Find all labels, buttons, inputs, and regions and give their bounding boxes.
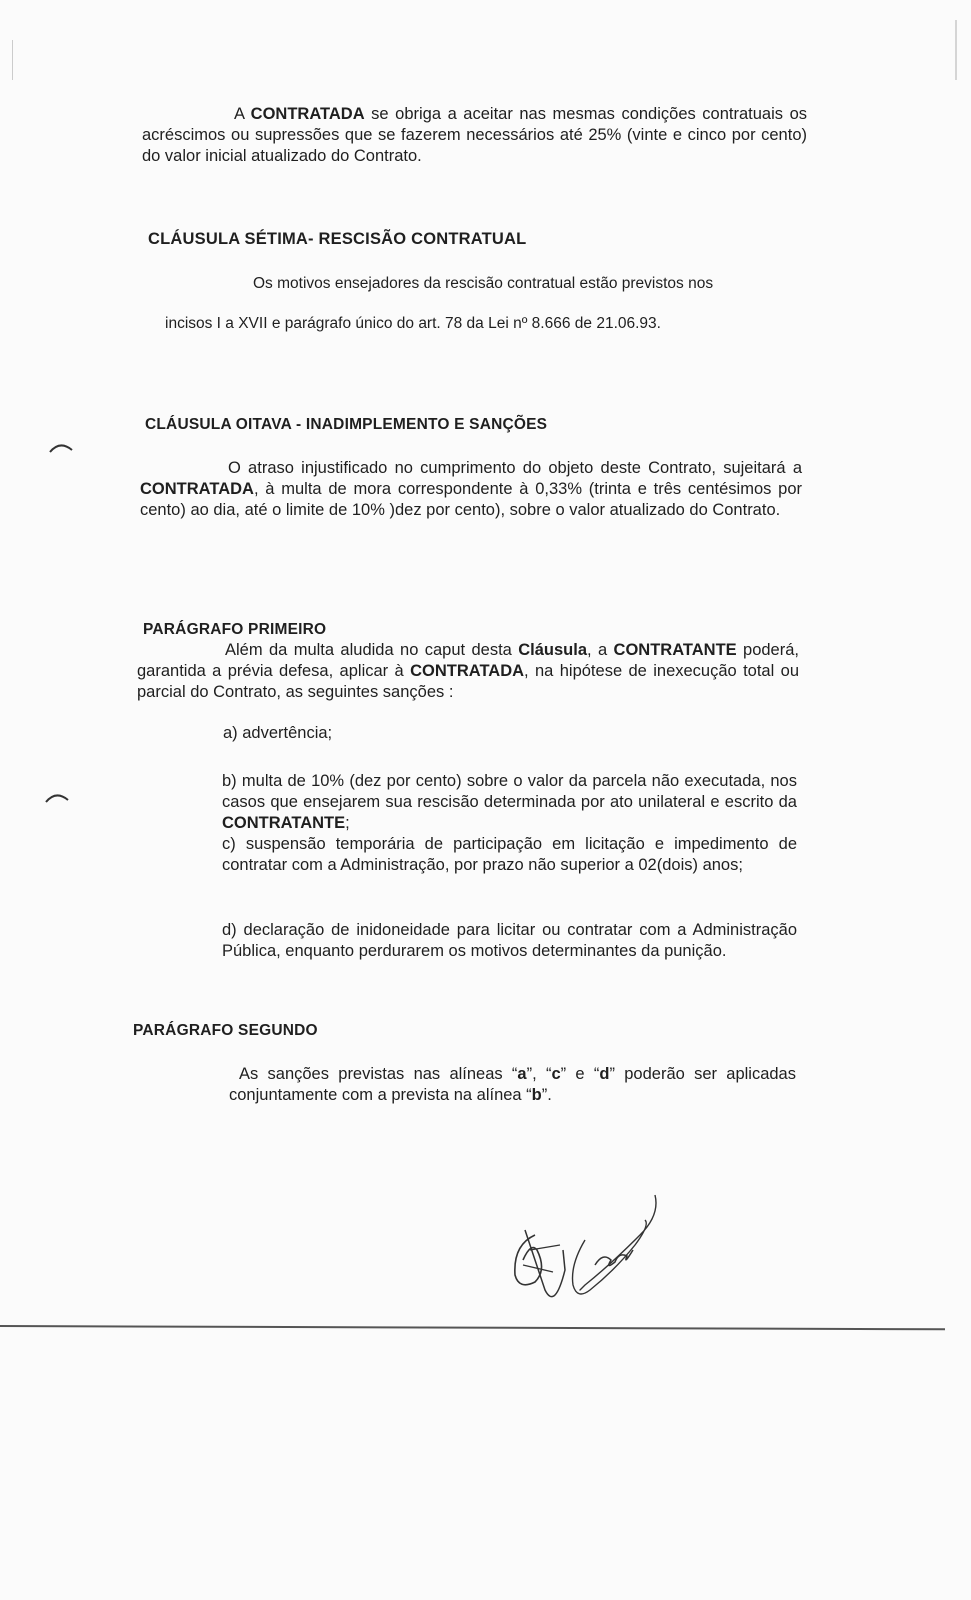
clausula-oitava-title: CLÁUSULA OITAVA - INADIMPLEMENTO E SANÇÕES [145, 416, 548, 433]
clausula-setima-line1: Os motivos ensejadores da rescisão contratual estão previstos nos [253, 275, 714, 292]
sanction-item-d: d) declaração de inidoneidade para licitar ou contratar com a Administração Pública, enquanto perdurarem os motivos determinantes da punição. [222, 921, 797, 960]
sanction-item-a: a) advertência; [223, 724, 333, 742]
page-bottom-rule [0, 1325, 945, 1330]
paragrafo-segundo-title: PARÁGRAFO SEGUNDO [133, 1022, 318, 1039]
margin-mark [48, 440, 74, 454]
signature-initials [505, 1190, 675, 1320]
scan-edge [955, 20, 957, 80]
paragrafo-primeiro-title: PARÁGRAFO PRIMEIRO [143, 621, 327, 638]
margin-mark [44, 790, 70, 804]
sanction-item-c: c) suspensão temporária de participação em licitação e impedimento de contratar com a Administração, por prazo não superior a 02(dois) anos; [222, 835, 797, 874]
paragrafo-primeiro-body: Além da multa aludida no caput desta Cláusula, a CONTRATANTE poderá, garantida a prévia defesa, aplicar à CONTRATADA, na hipótese de inexecução total ou parcial do Contrato, as seguintes sanções : [137, 641, 799, 701]
clausula-setima-line2: incisos I a XVII e parágrafo único do art. 78 da Lei nº 8.666 de 21.06.93. [165, 315, 661, 332]
intro-paragraph: A CONTRATADA se obriga a aceitar nas mesmas condições contratuais os acréscimos ou supressões que se fazerem necessários até 25% (vinte e cinco por cento) do valor inicial atualizado do Contrato. [142, 105, 807, 165]
sanction-item-b: b) multa de 10% (dez por cento) sobre o valor da parcela não executada, nos casos que ensejarem sua rescisão determinada por ato unilateral e escrito da CONTRATANTE; [222, 772, 797, 832]
scan-edge [12, 40, 13, 80]
paragrafo-segundo-body: As sanções previstas nas alíneas “a”, “c” e “d” poderão ser aplicadas conjuntamente com a prevista na alínea “b”. [229, 1065, 796, 1104]
clausula-setima-title: CLÁUSULA SÉTIMA- RESCISÃO CONTRATUAL [148, 230, 527, 248]
party-contratada: CONTRATADA [250, 105, 365, 123]
clausula-oitava-paragraph: O atraso injustificado no cumprimento do objeto deste Contrato, sujeitará a CONTRATADA, à multa de mora correspondente à 0,33% (trinta e três centésimos por cento) ao dia, até o limite de 10% )dez por cento), sobre o valor atualizado do Contrato. [140, 459, 802, 519]
